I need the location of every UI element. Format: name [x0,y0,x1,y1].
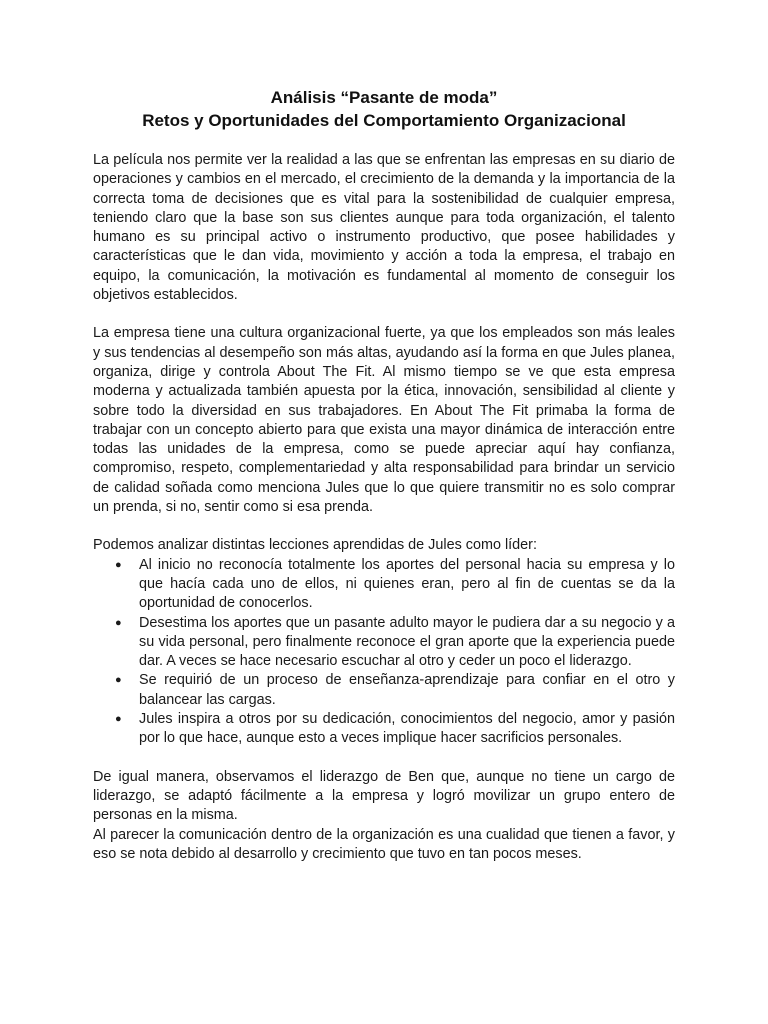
lessons-intro: Podemos analizar distintas lecciones aprendidas de Jules como líder: [93,537,537,554]
bullet-icon: ● [115,713,122,726]
list-item-text: Se requirió de un proceso de enseñanza-aprendizaje para confiar en el otro y balancear las cargas. [139,672,675,708]
paragraph-gap [93,305,675,324]
paragraph-intro: La película nos permite ver la realidad a las que se enfrentan las empresas en su diario de operaciones y cambios en el mercado, el crecimiento de la demanda y la importancia de la correcta toma de decisiones que es vital para la sostenibilidad de cualquier empresa, teniendo claro que la base son sus clientes aunque para toda organización, el talento humano es su principal activo o instrumento productivo, que posee habilidades y características que le dan vida, movimiento y acción a toda la empresa, el trabajo en equipo, la comunicación, la motivación es fundamental al momento de conseguir los objetivos establecidos. [93,152,675,304]
paragraph-communication: Al parecer la comunicación dentro de la organización es una cualidad que tienen a favor, y eso se nota debido al desarrollo y crecimiento que tuvo en tan pocos meses. [93,826,675,862]
bullet-icon: ● [115,616,122,629]
paragraph-culture: La empresa tiene una cultura organizacional fuerte, ya que los empleados son más leales y sus tendencias al desempeño son más altas, ayudando así la forma en que Jules planea, organiza, dirige y controla About The Fit. Al mismo tiempo se ve que esta empresa moderna y actualizada también apuesta por la ética, innovación, sensibilidad al cliente y sobre todo la diversidad en sus trabajadores. En About The Fit primaba la forma de trabajar con un concepto abierto para que exista una mayor dinámica de interacción entre todas las unidades de la empresa, como se puede apreciar aquí hay confianza, compromiso, respeto, complementariedad y alta responsabilidad para brindar un servicio de calidad soñada como menciona Jules que lo que quiere transmitir no es solo comprar un prenda, si no, sentir como si esa prenda. [93,325,675,516]
list-item [93,710,675,749]
document-page [93,86,675,864]
lessons-list [93,556,675,749]
bullet-icon: ● [115,558,122,571]
document-subtitle: Retos y Oportunidades del Comportamiento Organizacional [142,111,626,130]
list-item-text: Jules inspira a otros por su dedicación, conocimientos del negocio, amor y pasión por lo que hace, aunque esto a veces implique hacer sacrificios personales. [139,711,675,747]
list-item [93,671,675,710]
title-block [93,86,675,132]
paragraph-gap [93,749,675,768]
list-item [93,556,675,614]
paragraph-ben: De igual manera, observamos el liderazgo de Ben que, aunque no tiene un cargo de liderazgo, se adaptó fácilmente a la empresa y logró movilizar un grupo entero de personas en la misma. [93,768,675,824]
paragraph-gap [93,517,675,536]
list-item-text: Desestima los aportes que un pasante adulto mayor le pudiera dar a su negocio y a su vida personal, pero finalmente reconoce el gran aporte que la experiencia puede dar. A veces se hace necesario escuchar al otro y ceder un poco el liderazgo. [139,614,675,670]
document-title: Análisis “Pasante de moda” [270,88,498,107]
list-item-text: Al inicio no reconocía totalmente los aportes del personal hacia su empresa y lo que hacía cada uno de ellos, ni quienes eran, pero al fin de cuentas se da la oportunidad de conocerlos. [139,556,675,612]
bullet-icon: ● [115,674,122,687]
list-item [93,614,675,672]
